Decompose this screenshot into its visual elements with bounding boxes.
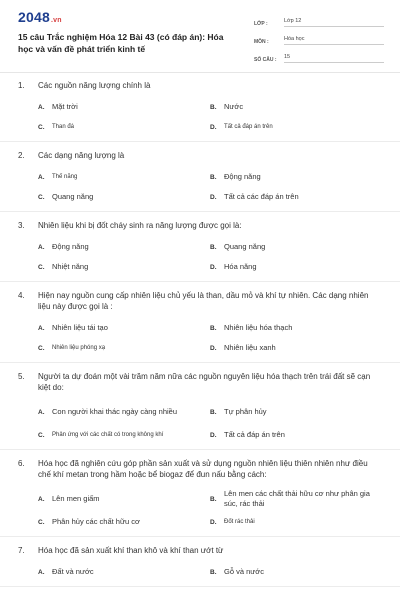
worksheet-title: 15 câu Trắc nghiệm Hóa 12 Bài 43 (có đáp án): Hóa học và vấn đề phát triển kinh tế xyxy=(18,32,224,54)
question-text: Các dạng năng lượng là xyxy=(38,151,125,160)
worksheet-meta xyxy=(254,12,384,66)
option-b[interactable] xyxy=(210,97,382,117)
option-letter: B. xyxy=(210,568,217,576)
option-b[interactable] xyxy=(210,399,382,425)
answer-options xyxy=(18,562,382,582)
question-5 xyxy=(0,363,400,450)
option-d[interactable] xyxy=(210,338,382,358)
option-letter: D. xyxy=(210,431,217,439)
question-number: 1. xyxy=(18,81,25,90)
option-letter: A. xyxy=(38,324,45,332)
option-text: Hóa năng xyxy=(224,262,257,271)
option-c[interactable] xyxy=(38,338,210,358)
option-d[interactable] xyxy=(210,257,382,277)
option-text: Thế năng xyxy=(52,174,78,180)
question-number: 5. xyxy=(18,372,25,381)
meta-row-count xyxy=(254,48,384,63)
option-c[interactable] xyxy=(38,512,210,532)
option-letter: A. xyxy=(38,568,45,576)
option-text: Tất cả đáp án trên xyxy=(224,124,273,130)
option-text: Nhiên liệu xanh xyxy=(224,343,276,352)
option-text: Quang năng xyxy=(52,192,94,201)
option-text: Con người khai thác ngày càng nhiều xyxy=(52,407,178,416)
option-b[interactable] xyxy=(210,167,382,187)
option-letter: D. xyxy=(210,123,217,131)
option-text: Động năng xyxy=(224,172,261,181)
option-b[interactable] xyxy=(210,318,382,338)
option-text: Tất cả đáp án trên xyxy=(224,430,285,439)
question-number: 3. xyxy=(18,221,25,230)
option-letter: B. xyxy=(210,408,217,416)
option-letter: A. xyxy=(38,173,45,181)
option-d[interactable] xyxy=(210,187,382,207)
question-text: Nhiên liệu khi bị đốt cháy sinh ra năng lượng được gọi là: xyxy=(38,221,242,230)
option-letter: B. xyxy=(210,173,217,181)
question-text: Hóa học đã sản xuất khí than khô và khí than ướt từ xyxy=(38,546,224,555)
option-letter: D. xyxy=(210,344,217,352)
option-letter: A. xyxy=(38,408,45,416)
question-4 xyxy=(0,282,400,363)
question-number: 6. xyxy=(18,459,25,468)
meta-label: SỐ CÂU : xyxy=(254,57,277,63)
option-a[interactable] xyxy=(38,399,210,425)
meta-value: Hóa học xyxy=(284,36,384,45)
option-c[interactable] xyxy=(38,425,210,445)
option-text: Lên men giấm xyxy=(52,494,100,503)
option-letter: B. xyxy=(210,243,217,251)
option-letter: A. xyxy=(38,495,45,503)
option-a[interactable] xyxy=(38,237,210,257)
question-6 xyxy=(0,450,400,537)
option-text: Nhiên liệu hóa thạch xyxy=(224,323,293,332)
option-text: Tự phân hủy xyxy=(224,407,267,416)
meta-label: LỚP : xyxy=(254,21,268,27)
question-2 xyxy=(0,142,400,212)
option-text: Đốt rác thải xyxy=(224,519,255,525)
option-letter: D. xyxy=(210,518,217,526)
option-text: Gỗ và nước xyxy=(224,567,264,576)
option-d[interactable] xyxy=(210,425,382,445)
option-a[interactable] xyxy=(38,486,210,512)
question-7 xyxy=(0,537,400,587)
answer-options xyxy=(18,318,382,358)
option-text: Nhiên liệu tái tạo xyxy=(52,323,108,332)
option-c[interactable] xyxy=(38,187,210,207)
question-3 xyxy=(0,212,400,282)
question-1 xyxy=(0,72,400,142)
question-text: Hóa học đã nghiên cứu góp phần sản xuất và sử dụng nguồn nhiên liệu thiên nhiên như điều chế khí metan trong hầm hoặc bể biogaz để đun nấu bằng cách: xyxy=(38,459,368,479)
answer-options xyxy=(18,167,382,207)
option-text: Quang năng xyxy=(224,242,266,251)
option-letter: A. xyxy=(38,243,45,251)
option-a[interactable] xyxy=(38,562,210,582)
option-b[interactable] xyxy=(210,237,382,257)
option-a[interactable] xyxy=(38,318,210,338)
option-letter: D. xyxy=(210,193,217,201)
option-text: Nước xyxy=(224,102,244,111)
option-text: Lên men các chất thải hữu cơ như phân gia súc, rác thải xyxy=(224,489,370,508)
question-text: Người ta dự đoán một vài trăm năm nữa các nguồn nguyên liệu hóa thạch trên trái đất sẽ cạn kiệt do: xyxy=(38,372,371,392)
option-text: Mặt trời xyxy=(52,102,78,111)
option-letter: B. xyxy=(210,495,217,503)
question-number: 4. xyxy=(18,291,25,300)
option-text: Phân hủy các chất hữu cơ xyxy=(52,517,140,526)
question-number: 2. xyxy=(18,151,25,160)
option-letter: D. xyxy=(210,263,217,271)
question-list xyxy=(0,72,400,587)
option-letter: C. xyxy=(38,518,45,526)
option-text: Phản ứng với các chất có trong không khí xyxy=(52,432,164,438)
question-text: Các nguồn năng lượng chính là xyxy=(38,81,151,90)
meta-row-grade xyxy=(254,12,384,27)
option-text: Nhiệt năng xyxy=(52,262,89,271)
option-b[interactable] xyxy=(210,486,382,512)
option-letter: C. xyxy=(38,193,45,201)
answer-options xyxy=(18,399,382,445)
option-text: Tất cả các đáp án trên xyxy=(224,192,299,201)
meta-value: Lớp 12 xyxy=(284,18,384,27)
option-d[interactable] xyxy=(210,512,382,532)
option-a[interactable] xyxy=(38,97,210,117)
option-letter: C. xyxy=(38,123,45,131)
option-text: Than đá xyxy=(52,124,75,130)
option-c[interactable] xyxy=(38,117,210,137)
option-text: Động năng xyxy=(52,242,89,251)
option-letter: B. xyxy=(210,324,217,332)
option-text: Đất và nước xyxy=(52,567,94,576)
site-logo[interactable]: 2048.vn xyxy=(18,9,62,25)
meta-row-subject xyxy=(254,30,384,45)
answer-options xyxy=(18,97,382,137)
option-d[interactable] xyxy=(210,117,382,137)
answer-options xyxy=(18,486,382,532)
meta-label: MÔN : xyxy=(254,39,269,45)
option-text: Nhiên liệu phóng xạ xyxy=(52,345,106,351)
option-letter: B. xyxy=(210,103,217,111)
option-letter: C. xyxy=(38,263,45,271)
question-number: 7. xyxy=(18,546,25,555)
meta-value: 15 xyxy=(284,54,384,63)
option-letter: C. xyxy=(38,431,45,439)
answer-options xyxy=(18,237,382,277)
option-c[interactable] xyxy=(38,257,210,277)
option-a[interactable] xyxy=(38,167,210,187)
option-letter: A. xyxy=(38,103,45,111)
worksheet-header xyxy=(0,0,400,73)
question-text: Hiện nay nguồn cung cấp nhiên liệu chủ yếu là than, dầu mỏ và khí tự nhiên. Các dạng nhiên liệu này được gọi là : xyxy=(38,291,369,311)
option-b[interactable] xyxy=(210,562,382,582)
option-letter: C. xyxy=(38,344,45,352)
